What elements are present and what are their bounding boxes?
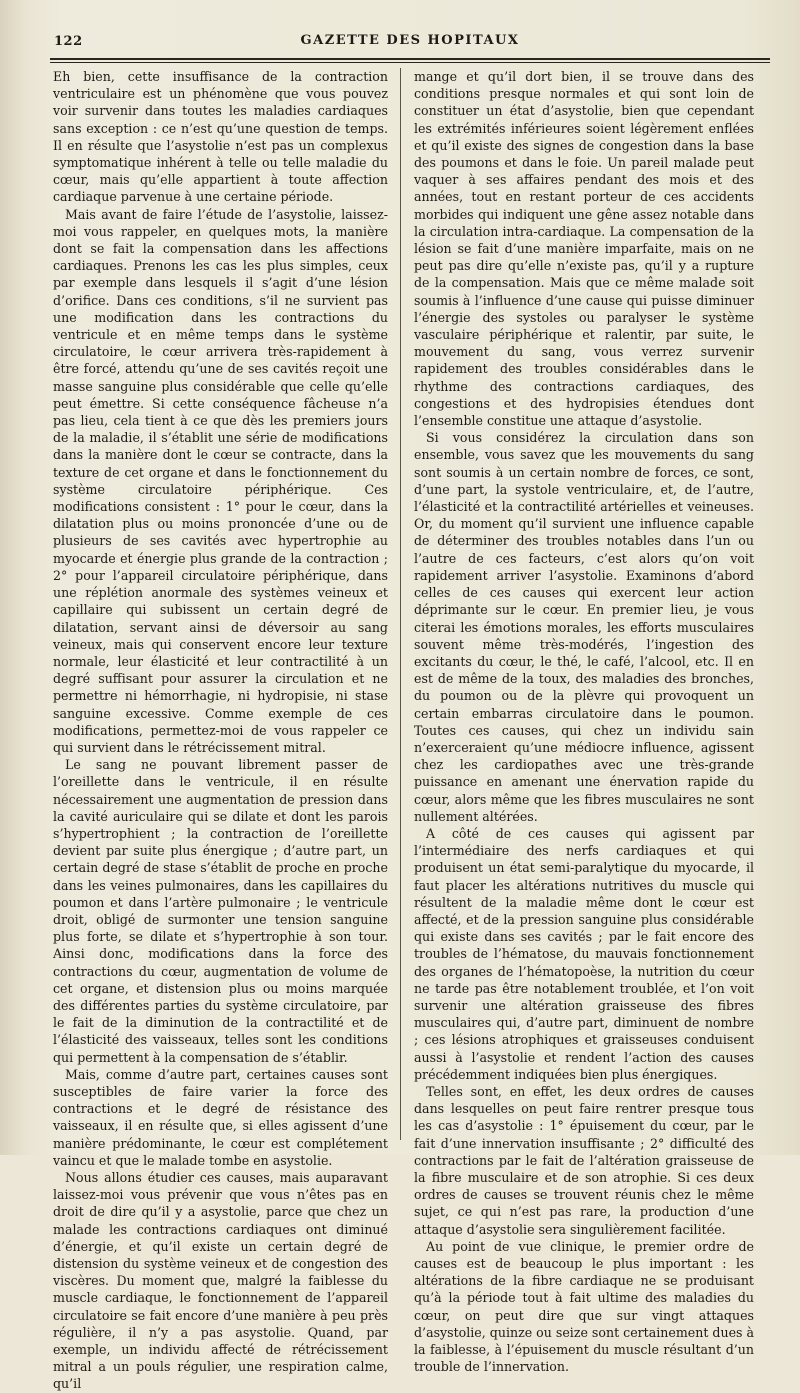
header-rule-thick — [50, 58, 770, 60]
journal-title: GAZETTE DES HOPITAUX — [300, 33, 520, 48]
page-header — [50, 30, 770, 52]
column-divider — [400, 68, 401, 1140]
paragraph: Si vous considérez la circulation dans son ensemble, vous savez que les mouvements du sang sont soumis à un certain nombre de forces, ce sont, d’une part, la systole ventriculaire, et, de l’autre, l’élasticité et la contractilité artérielles et veineuses. Or, du moment qu’il survient une influence capable de déterminer des troubles notables dans l’un ou l’autre de ces facteurs, c’est alors qu’on voit rapidement arriver l’asystolie. Examinons d’abord celles de ces causes qui exercent leur action déprimante sur le cœur. En premier lieu, je vous citerai les émotions morales, les efforts musculaires souvent même très-modérés, l’ingestion des excitants du cœur, le thé, le café, l’alcool, etc. Il en est de même de la toux, des maladies des bronches, du poumon ou de la plèvre qui provoquent un certain embarras circulatoire dans le poumon. Toutes ces causes, qui chez un individu sain n’exerceraient qu’une médiocre influence, agissent chez les cardiopathes avec une très-grande puissance en amenant une énervation rapide du cœur, alors même que les fibres musculaires ne sont nullement altérées. — [414, 430, 754, 824]
paragraph: Nous allons étudier ces causes, mais auparavant laissez-moi vous prévenir que vous n’êtes pas en droit de dire qu’il y a asystolie, parce que chez un malade les contractions cardiaques ont diminué d’énergie, et qu’il existe un certain degré de distension du système veineux et de congestion des viscères. Du moment que, malgré la faiblesse du muscle cardiaque, le fonctionnement de l’appareil circulatoire se fait encore d’une manière à peu près régulière, il n’y a pas asystolie. Quand, par exemple, un individu affecté de rétrécissement mitral a un pouls régulier, une respiration calme, qu’il — [53, 1170, 388, 1392]
right-column — [414, 68, 754, 1375]
paragraph: Mais, comme d’autre part, certaines causes sont susceptibles de faire varier la force des contractions et le degré de résistance des vaisseaux, il en résulte que, si elles agissent d’une manière prédominante, le cœur est complétement vaincu et que le malade tombe en asystolie. — [53, 1066, 388, 1168]
paragraph: Telles sont, en effet, les deux ordres de causes dans lesquelles on peut faire rentrer presque tous les cas d’asystolie : 1° épuisement du cœur, par le fait d’une innervation insuffisante ; 2° difficulté des contractions par le fait de l’altération graisseuse de la fibre musculaire et de son atrophie. Si ces deux ordres de causes se trouvent réunis chez le même sujet, ce qui n’est pas rare, la production d’une attaque d’asystolie sera singulièrement facilitée. — [414, 1083, 754, 1237]
paragraph: Eh bien, cette insuffisance de la contraction ventriculaire est un phénomène que vous pouvez voir survenir dans toutes les maladies cardiaques sans exception : ce n’est qu’une question de temps. Il en résulte que l’asystolie n’est pas un complexus symptomatique inhérent à telle ou telle maladie du cœur, mais qu’elle appartient à toute affection cardiaque parvenue à une certaine période. — [53, 69, 388, 205]
paragraph: Le sang ne pouvant librement passer de l’oreillette dans le ventricule, il en résulte nécessairement une augmentation de pression dans la cavité auriculaire qui se dilate et dont les parois s’hypertrophient ; la contraction de l’oreillette devient par suite plus énergique ; d’autre part, un certain degré de stase s’établit de proche en proche dans les veines pulmonaires, dans les capillaires du poumon et dans l’artère pulmonaire ; le ventricule droit, obligé de surmonter une tension sanguine plus forte, se dilate et s’hypertrophie à son tour. Ainsi donc, modifications dans la force des contractions du cœur, augmentation de volume de cet organe, et distension plus ou moins marquée des différentes parties du système circulatoire, par le fait de la diminution de la contractilité et de l’élasticité des vaisseaux, telles sont les conditions qui permettent à la compensation de s’établir. — [53, 757, 388, 1065]
paragraph: A côté de ces causes qui agissent par l’intermédiaire des nerfs cardiaques et qui produisent un état semi-paralytique du myocarde, il faut placer les altérations nutritives du muscle qui résultent de la maladie même dont le cœur est affecté, et de la pression sanguine plus considérable qui existe dans ses cavités ; par le fait encore des troubles de l’hématose, du mauvais fonctionnement des organes de l’hématopoèse, la nutrition du cœur ne tarde pas être notablement troublée, et l’on voit survenir une altération graisseuse des fibres musculaires qui, d’autre part, diminuent de nombre ; ces lésions atrophiques et graisseuses conduisent aussi à l’asystolie et rendent l’action des causes précédemment indiquées bien plus énergiques. — [414, 825, 754, 1082]
paragraph: Au point de vue clinique, le premier ordre de causes est de beaucoup le plus important : les altérations de la fibre cardiaque ne se produisant qu’à la période tout à fait ultime des maladies du cœur, on peut dire que sur vingt attaques d’asystolie, quinze ou seize sont certainement dues à la faiblesse, à l’épuisement du muscle résultant d’un trouble de l’innervation. — [414, 1238, 754, 1375]
paragraph: Mais avant de faire l’étude de l’asystolie, laissez-moi vous rappeler, en quelques mots, la manière dont se fait la compensation dans les affections cardiaques. Prenons les cas les plus simples, ceux par exemple dans lesquels il s’agit d’une lésion d’orifice. Dans ces conditions, s’il ne survient pas une modification dans les contractions du ventricule et en même temps dans le système circulatoire, le cœur arrivera très-rapidement à être forcé, attendu qu’une de ses cavités reçoit une masse sanguine plus considérable que celle qu’elle peut émettre. Si cette conséquence fâcheuse n’a pas lieu, cela tient à ce que dès les premiers jours de la maladie, il s’établit une série de modifications dans la manière dont le cœur se contracte, dans la texture de cet organe et dans le fonctionnement du système circulatoire périphérique. Ces modifications consistent : 1° pour le cœur, dans la dilatation plus ou moins prononcée d’une ou de plusieurs de ses cavités avec hypertrophie au myocarde et énergie plus grande de la contraction ; 2° pour l’appareil circulatoire périphérique, dans une réplétion anormale des systèmes veineux et capillaire qui subissent un certain degré de dilatation, servant ainsi de déversoir au sang veineux, mais qui conservent encore leur texture normale, leur élasticité et leur contractilité à un degré suffisant pour assurer la circulation et ne permettre ni hémorrhagie, ni hydropisie, ni stase sanguine excessive. Comme exemple de ces modifications, permettez-moi de vous rappeler ce qui survient dans le rétrécissement mitral. — [53, 206, 388, 755]
page-number: 122 — [54, 34, 83, 49]
header-rule-thin — [50, 62, 770, 63]
paragraph: mange et qu’il dort bien, il se trouve dans des conditions presque normales et qui sont loin de constituer un état d’asystolie, bien que cependant les extrémités inférieures soient légèrement enflées et qu’il existe des signes de congestion dans la base des poumons et dans le foie. Un pareil malade peut vaquer à ses affaires pendant des mois et des années, tout en restant porteur de ces accidents morbides qui indiquent une gêne assez notable dans la circulation intra-cardiaque. La compensation de la lésion se fait d’une manière imparfaite, mais on ne peut pas dire qu’elle n’existe pas, qu’il y a rupture de la compensation. Mais que ce même malade soit soumis à l’influence d’une cause qui puisse diminuer l’énergie des systoles ou paralyser le système vasculaire périphérique et ralentir, par suite, le mouvement du sang, vous verrez survenir rapidement des troubles considérables dans le rhythme des contractions cardiaques, des congestions et des hydropisies étendues dont l’ensemble constitue une attaque d’asystolie. — [414, 69, 754, 429]
left-column — [53, 68, 388, 1393]
